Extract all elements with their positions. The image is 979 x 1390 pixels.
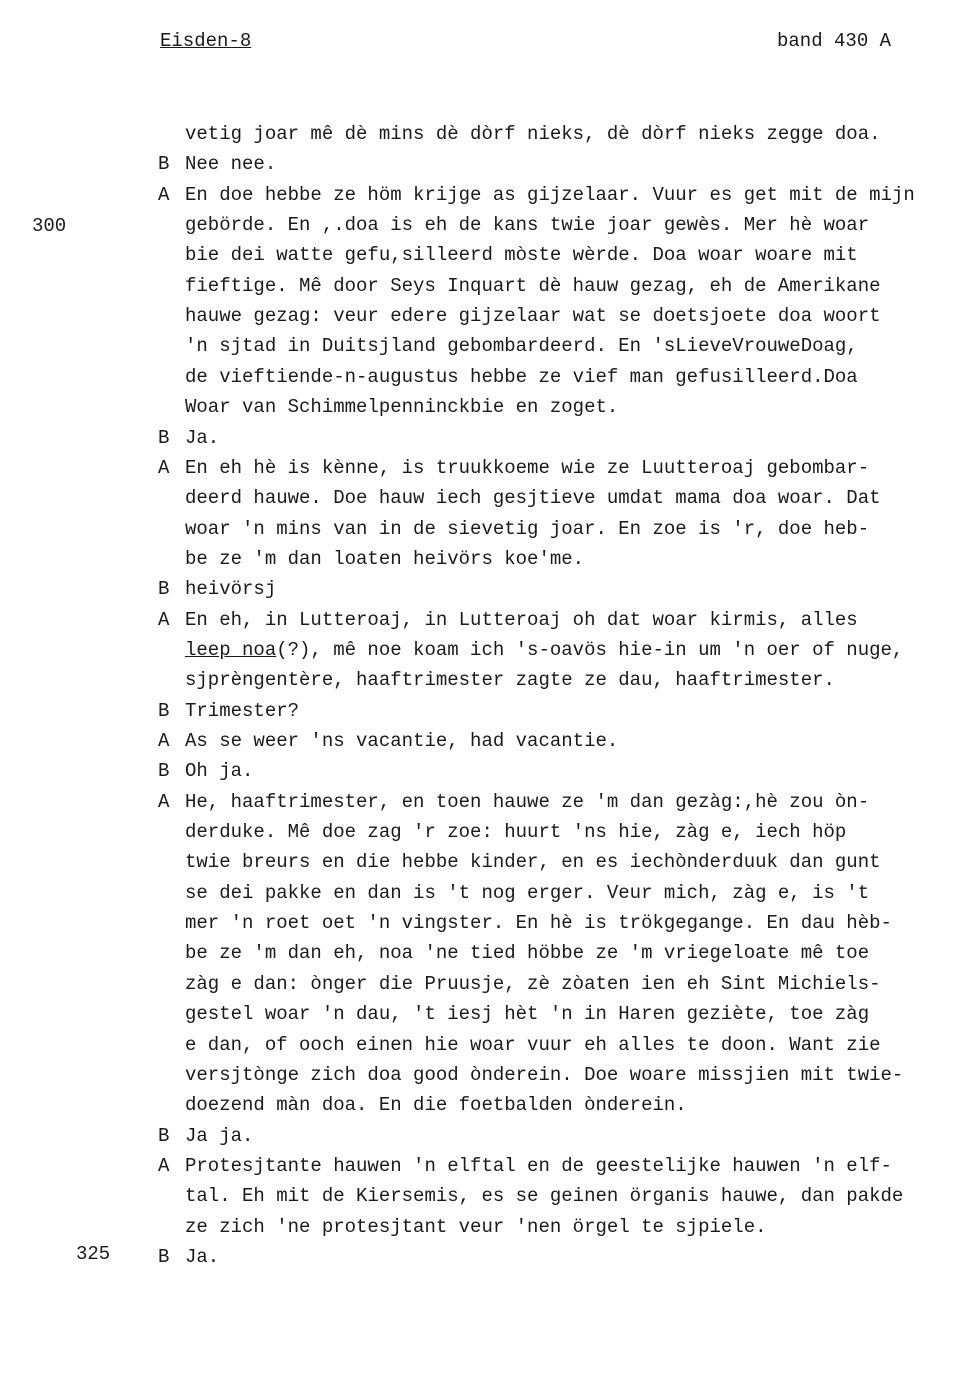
transcript-line (0, 180, 979, 210)
line-text: As se weer 'ns vacantie, had vacantie. (185, 730, 619, 752)
transcript-line (0, 149, 979, 179)
line-text: versjtònge zich doa good ònderein. Doe woare missjien mit twie- (185, 1063, 904, 1086)
line-text: woar 'n mins van in de sievetig joar. En zoe is 'r, doe heb- (185, 517, 870, 540)
speaker-label: A (158, 608, 170, 631)
line-text: ze zich 'ne protesjtant veur 'nen örgel te sjpiele. (185, 1215, 767, 1238)
transcript-line (0, 787, 979, 817)
line-text: Ja ja. (185, 1124, 254, 1147)
line-text: Ja. (185, 1245, 220, 1268)
line-text: Protesjtante hauwen 'n elftal en de geestelijke hauwen 'n elf- (185, 1154, 892, 1177)
transcript-line (0, 635, 979, 665)
line-text: twie breurs en die hebbe kinder, en es iechònderduuk dan gunt (185, 851, 881, 874)
line-text: En eh, in Lutteroaj, in Lutteroaj oh dat woar kirmis, alles (185, 608, 858, 631)
transcript-line (0, 817, 979, 847)
transcript-line (0, 514, 979, 544)
speaker-label: B (158, 426, 170, 449)
transcript-line (0, 210, 979, 240)
transcript-line (0, 1121, 979, 1151)
transcript-line (0, 999, 979, 1029)
line-text: se dei pakke en dan is 't nog erger. Veur mich, zàg e, is 't (185, 881, 870, 904)
line-text: fieftige. Mê door Seys Inquart dè hauw gezag, eh de Amerikane (185, 274, 881, 297)
transcript-line (0, 240, 979, 270)
transcript-line (0, 574, 979, 604)
transcript-line (0, 483, 979, 513)
line-text: heivörsj (185, 578, 277, 601)
transcript-line (0, 665, 979, 695)
speaker-label: B (158, 1245, 170, 1268)
transcript-line (0, 878, 979, 908)
speaker-label: B (158, 578, 170, 601)
transcript-line (0, 1212, 979, 1242)
speaker-label: A (158, 183, 170, 206)
line-text: En eh hè is kènne, is truukkoeme wie ze Luutteroaj gebombar- (185, 456, 870, 479)
line-text: He, haaftrimester, en toen hauwe ze 'm dan gezàg:,hè zou òn- (185, 790, 870, 813)
document-reference: Eisden-8 (160, 30, 252, 52)
transcript-line (0, 1181, 979, 1211)
transcript-line (0, 362, 979, 392)
transcript-line (0, 453, 979, 483)
transcript-line (0, 1151, 979, 1181)
transcript-line (0, 908, 979, 938)
transcript-line (0, 331, 979, 361)
transcript-line (0, 938, 979, 968)
transcript-line (0, 1242, 979, 1272)
line-text: tal. Eh mit de Kiersemis, es se geinen örganis hauwe, dan pakde (185, 1185, 904, 1208)
margin-line-number: 300 (32, 215, 67, 237)
transcript-line (0, 605, 979, 635)
line-text: doezend màn doa. En die foetbalden ònderein. (185, 1094, 687, 1117)
speaker-label: A (158, 790, 170, 813)
line-text: derduke. Mê doe zag 'r zoe: huurt 'ns hie, zàg e, iech höp (185, 821, 847, 844)
line-text: gestel woar 'n dau, 't iesj hèt 'n in Haren geziète, toe zàg (185, 1003, 870, 1026)
line-text: Trimester? (185, 699, 300, 722)
transcript-line (0, 969, 979, 999)
margin-line-number: 325 (76, 1243, 111, 1265)
transcript-line (0, 271, 979, 301)
line-text: be ze 'm dan eh, noa 'ne tied höbbe ze 'm vriegeloate mê toe (185, 942, 870, 965)
speaker-label: B (158, 1124, 170, 1147)
line-text: gebörde. En ,.doa is eh de kans twie joar gewès. Mer hè woar (185, 214, 870, 237)
transcript-line (0, 1090, 979, 1120)
speaker-label: B (158, 699, 170, 722)
line-text: 'n sjtad in Duitsjland gebombardeerd. En 'sLieveVrouweDoag, (185, 335, 858, 358)
speaker-label: B (158, 760, 170, 783)
transcript-line (0, 392, 979, 422)
line-text: sjprèngentère, haaftrimester zagte ze dau, haaftrimester. (185, 669, 835, 692)
line-text: Woar van Schimmelpenninckbie en zoget. (185, 396, 619, 419)
line-text: En doe hebbe ze höm krijge as gijzelaar. Vuur es get mit de mijn (185, 183, 915, 206)
transcript-line (0, 726, 979, 756)
line-text: hauwe gezag: veur edere gijzelaar wat se doetsjoete doa woort (185, 305, 881, 328)
line-text: deerd hauwe. Doe hauw iech gesjtieve umdat mama doa woar. Dat (185, 487, 881, 510)
line-text: Oh ja. (185, 760, 254, 783)
line-text: e dan, of ooch einen hie woar vuur eh alles te doon. Want zie (185, 1033, 881, 1056)
transcript-line (0, 301, 979, 331)
tape-reference: band 430 A (777, 30, 892, 52)
line-text: Nee nee. (185, 153, 277, 176)
transcript-line (0, 847, 979, 877)
transcript-line (0, 423, 979, 453)
transcript-line (0, 756, 979, 786)
speaker-label: B (158, 153, 170, 176)
speaker-label: A (158, 1154, 170, 1177)
line-text: mer 'n roet oet 'n vingster. En hè is trökgegange. En dau hèb- (185, 912, 892, 935)
speaker-label: A (158, 730, 170, 752)
transcript-line (0, 1060, 979, 1090)
transcript-line (0, 119, 979, 149)
line-text: de vieftiende-n-augustus hebbe ze vief man gefusilleerd.Doa (185, 365, 858, 388)
speaker-label: A (158, 456, 170, 479)
line-text: vetig joar mê dè mins dè dòrf nieks, dè dòrf nieks zegge doa. (185, 123, 881, 145)
line-text: leep noa(?), mê noe koam ich 's-oavös hie-in um 'n oer of nuge, (185, 638, 904, 661)
line-text: bie dei watte gefu,silleerd mòste wèrde. Doa woar woare mit (185, 244, 858, 267)
line-text: Ja. (185, 426, 220, 449)
transcript-line (0, 544, 979, 574)
transcript-line (0, 696, 979, 726)
line-text: zàg e dan: ònger die Pruusje, zè zòaten ien eh Sint Michiels- (185, 972, 881, 995)
transcript-line (0, 1030, 979, 1060)
line-text: be ze 'm dan loaten heivörs koe'me. (185, 547, 585, 570)
